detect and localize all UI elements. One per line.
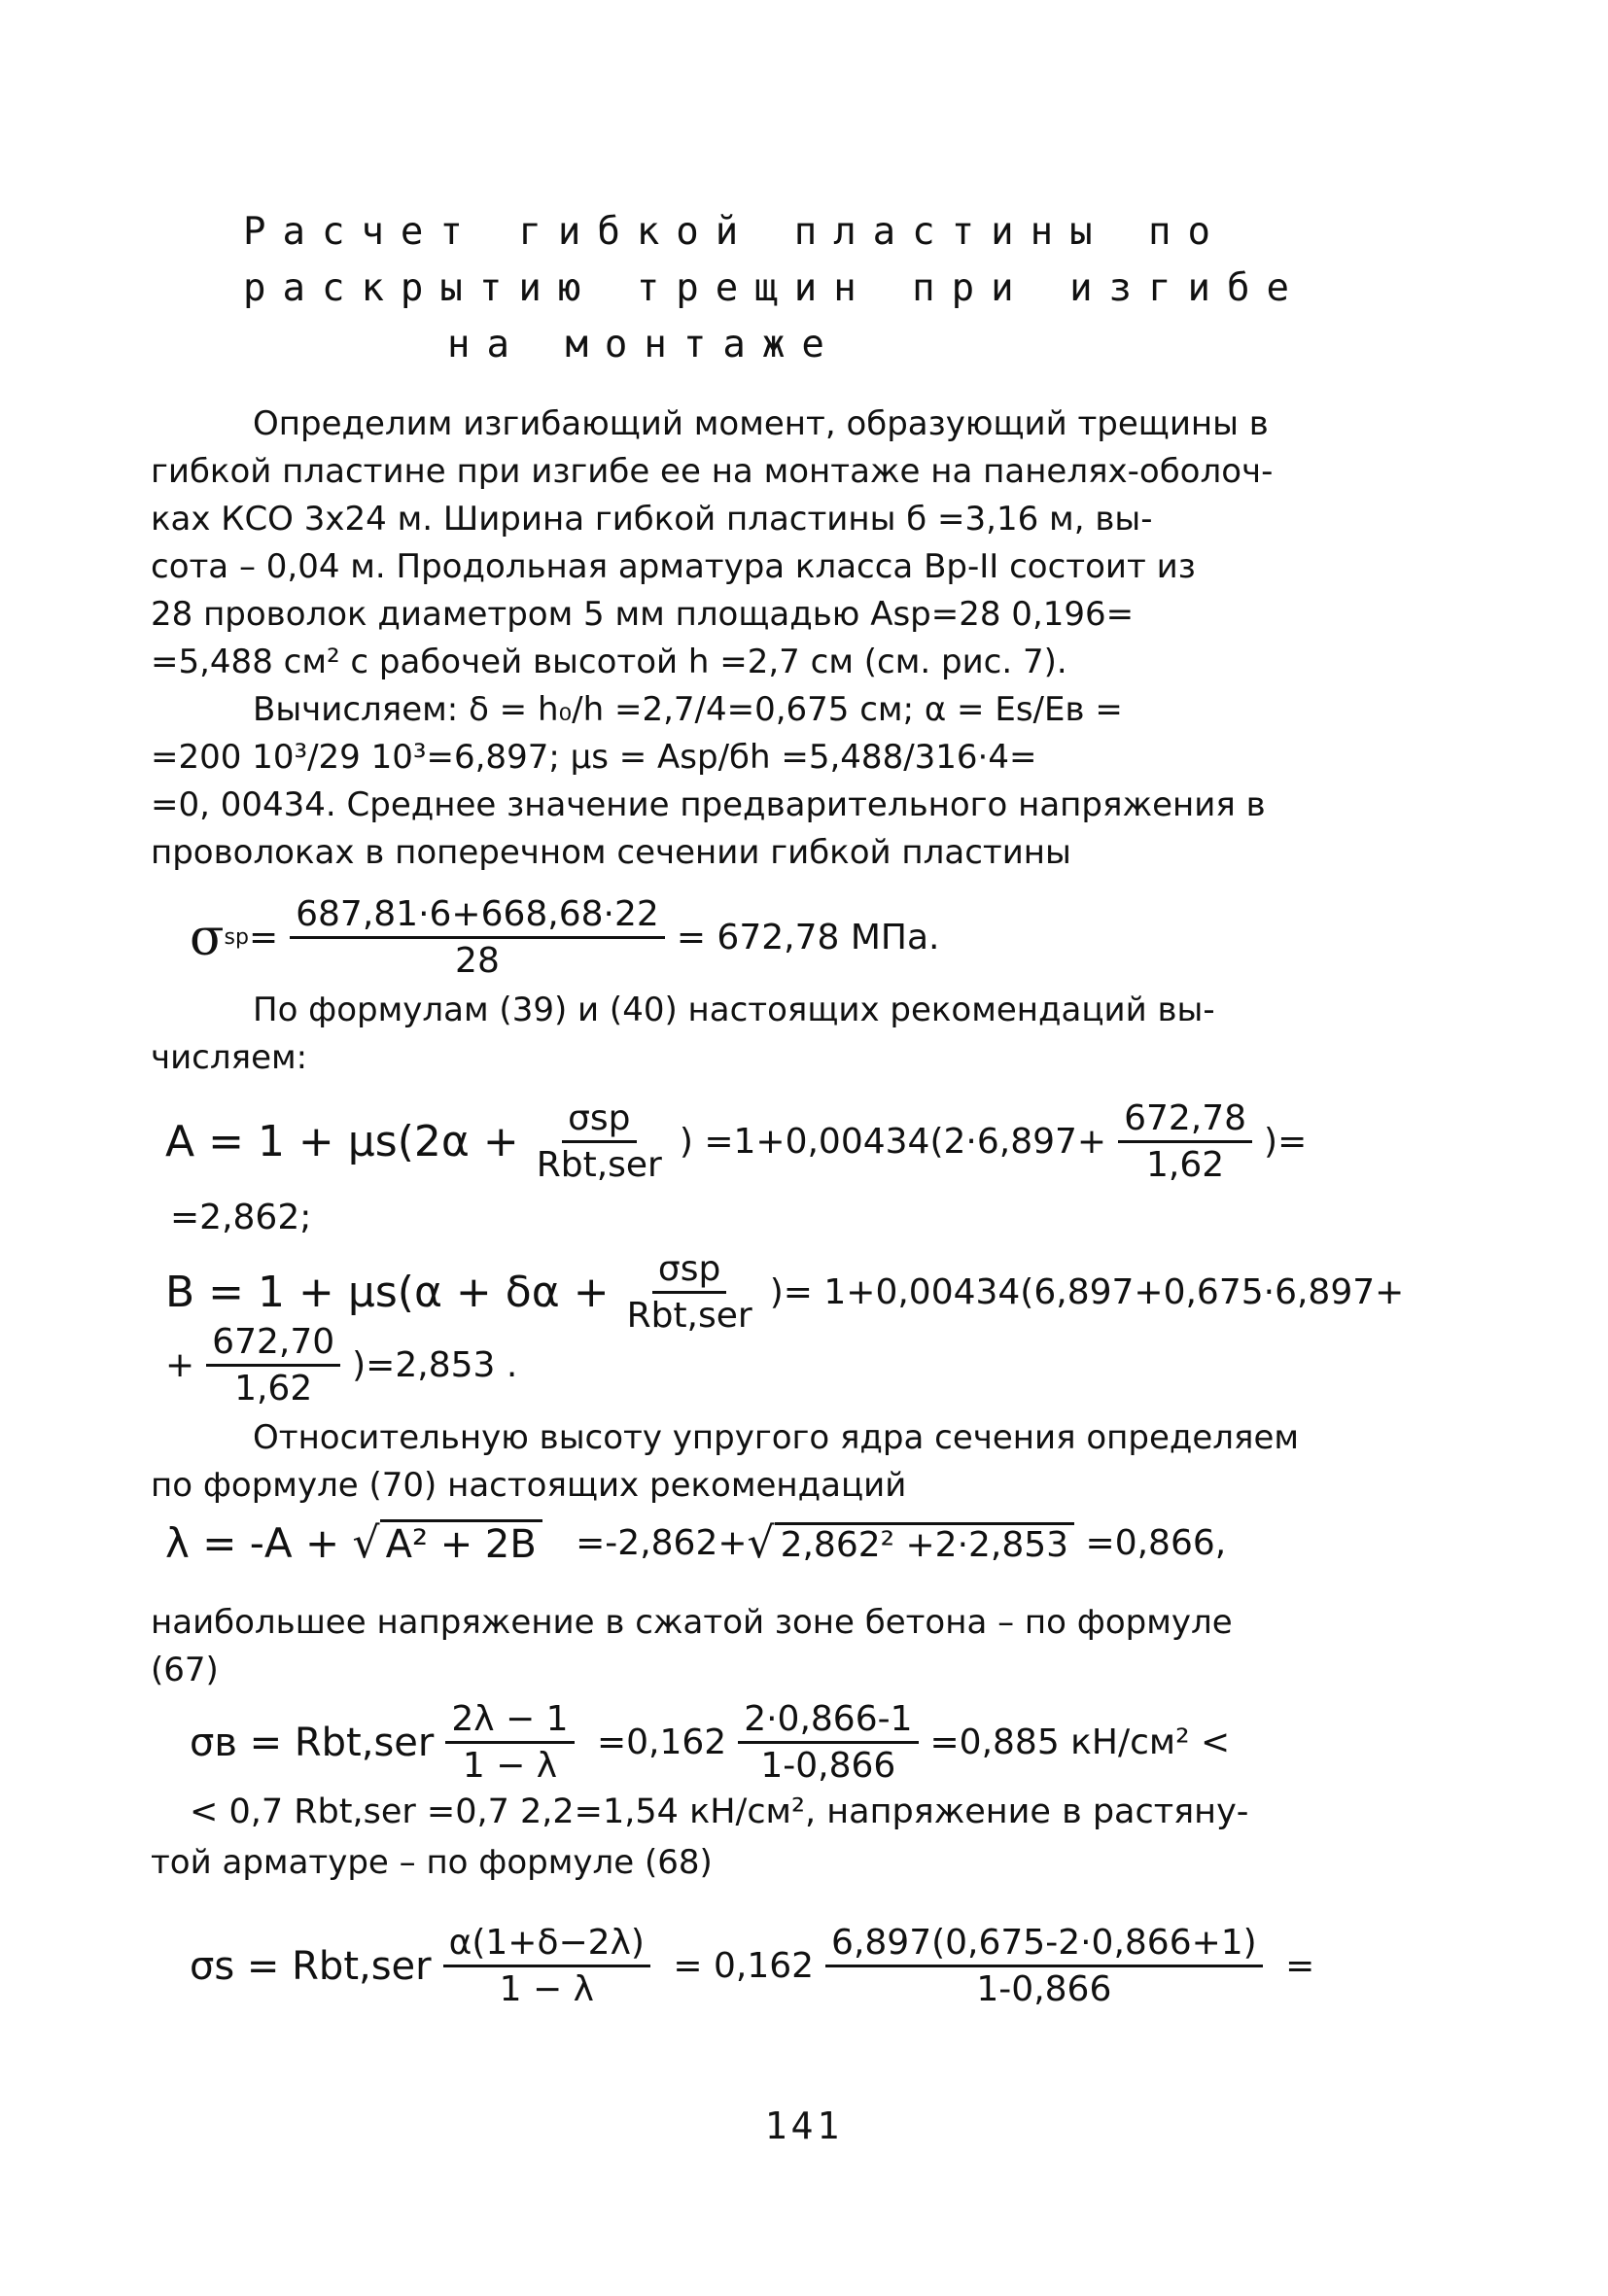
equals-sign: = xyxy=(248,918,279,957)
equation-middle: )= 1+0,00434(6,897+0,675·6,897+ xyxy=(769,1272,1405,1312)
paragraph-tension-rebar xyxy=(151,1839,1463,1887)
fraction-numerator: 672,70 xyxy=(206,1322,340,1367)
equation-middle: =0,162 xyxy=(585,1722,727,1762)
fraction xyxy=(445,1699,574,1786)
fraction xyxy=(738,1699,918,1786)
radicand: A² + 2B xyxy=(380,1519,542,1567)
equation-A-result xyxy=(170,1198,1483,1237)
text-line: 28 проволок диаметром 5 мм площадью Asp=28 0,196= xyxy=(151,595,1135,634)
fraction-denominator: 1 − λ xyxy=(499,1969,594,2009)
radicand: 2,862² +2·2,853 xyxy=(775,1522,1075,1565)
fraction-denominator: 1,62 xyxy=(1145,1145,1225,1185)
fraction-numerator: α(1+δ−2λ) xyxy=(443,1923,650,1967)
fraction xyxy=(1118,1098,1252,1185)
section-title xyxy=(243,204,1410,373)
fraction xyxy=(206,1322,340,1409)
paragraph-stress-compare xyxy=(190,1789,1502,1836)
fraction-numerator: σsp xyxy=(652,1249,726,1294)
equation-middle: = 0,162 xyxy=(661,1946,815,1986)
fraction xyxy=(443,1923,650,2009)
text-line: Относительную высоту упругого ядра сечения определяем xyxy=(253,1418,1300,1457)
paragraph-intro xyxy=(151,400,1463,686)
sigma-symbol: σ xyxy=(190,908,225,967)
equation-lambda xyxy=(165,1518,1478,1568)
equation-sigma-sp xyxy=(190,894,1502,981)
page-number: 141 xyxy=(764,2105,844,2147)
fraction-denominator: 1-0,866 xyxy=(760,1746,896,1786)
fraction-denominator: 28 xyxy=(455,941,500,981)
title-line-3: на монтаже xyxy=(447,323,841,366)
text-line: по формуле (70) настоящих рекомендаций xyxy=(151,1466,907,1505)
text-line: проволоках в поперечном сечении гибкой пластины xyxy=(151,833,1071,872)
text-line: (67) xyxy=(151,1651,219,1689)
equation-middle: =-2,862+ xyxy=(542,1523,748,1563)
fraction-denominator: Rbt,ser xyxy=(536,1145,662,1185)
equation-lhs: A = 1 + μs(2α + xyxy=(165,1117,519,1166)
fraction-numerator: σsp xyxy=(562,1098,636,1143)
text-line: ках КСО 3х24 м. Ширина гибкой пластины б =3,16 м, вы- xyxy=(151,500,1153,539)
text-line: По формулам (39) и (40) настоящих рекомендаций вы- xyxy=(253,991,1215,1029)
equation-sigma-b xyxy=(190,1699,1502,1786)
title-line-2: раскрытию трещин при изгибе xyxy=(243,266,1306,310)
fraction-numerator: 2λ − 1 xyxy=(445,1699,574,1744)
paragraph-formulas xyxy=(151,987,1463,1082)
equation-end: )= xyxy=(1264,1122,1308,1162)
fraction-numerator: 2·0,866-1 xyxy=(738,1699,918,1744)
fraction-denominator: Rbt,ser xyxy=(626,1296,752,1336)
equation-result: = 672,78 МПа. xyxy=(676,918,940,957)
text-line: < 0,7 Rbt,ser =0,7 2,2=1,54 кН/см², напряжение в растяну- xyxy=(190,1792,1249,1831)
paragraph-calc xyxy=(151,686,1463,877)
equation-lhs: σs = Rbt,ser xyxy=(190,1943,432,1989)
fraction-numerator: 672,78 xyxy=(1118,1098,1252,1143)
equation-lhs: λ = -A + xyxy=(165,1519,353,1567)
equation-result: =0,866, xyxy=(1074,1523,1227,1563)
equation-lhs: σв = Rbt,ser xyxy=(190,1720,435,1765)
sqrt-symbol: √ xyxy=(747,1518,775,1568)
text-line: =5,488 см² с рабочей высотой h =2,7 см (см. рис. 7). xyxy=(151,643,1067,681)
text-line: числяем: xyxy=(151,1038,308,1077)
equation-result: =2,862; xyxy=(170,1198,312,1237)
fraction-numerator: 6,897(0,675-2·0,866+1) xyxy=(825,1923,1263,1967)
fraction xyxy=(825,1923,1263,2009)
text-line: сота – 0,04 м. Продольная арматура класса Вр-II состоит из xyxy=(151,547,1196,586)
sqrt-symbol: √ xyxy=(352,1518,380,1568)
paragraph-elastic-core xyxy=(151,1414,1463,1510)
equation-middle: ) =1+0,00434(2·6,897+ xyxy=(679,1122,1107,1162)
fraction-denominator: 1,62 xyxy=(234,1369,313,1409)
equation-B-continued xyxy=(165,1322,1478,1409)
fraction xyxy=(290,894,665,981)
sigma-subscript: sp xyxy=(224,925,249,950)
title-line-1: Расчет гибкой пластины по xyxy=(243,210,1227,254)
text-line: Определим изгибающий момент, образующий трещины в xyxy=(253,404,1269,443)
equation-lhs: B = 1 + μs(α + δα + xyxy=(165,1268,610,1317)
text-line: =200 10³/29 10³=6,897; μs = Asp/бh =5,488/316·4= xyxy=(151,738,1037,777)
fraction-numerator: 687,81·6+668,68·22 xyxy=(290,894,665,939)
equation-result: =0,885 кН/см² < xyxy=(929,1722,1231,1762)
paragraph-max-stress xyxy=(151,1599,1463,1694)
equation-A xyxy=(165,1098,1478,1185)
fraction-denominator: 1-0,866 xyxy=(976,1969,1112,2009)
text-line: той арматуре – по формуле (68) xyxy=(151,1843,713,1882)
fraction-denominator: 1 − λ xyxy=(462,1746,558,1786)
text-line: =0, 00434. Среднее значение предварительного напряжения в xyxy=(151,785,1266,824)
text-line: наибольшее напряжение в сжатой зоне бетона – по формуле xyxy=(151,1603,1233,1642)
equation-end: = xyxy=(1274,1946,1315,1986)
fraction xyxy=(531,1098,668,1185)
equation-end: )=2,853 . xyxy=(352,1345,518,1385)
text-line: гибкой пластине при изгибе ее на монтаже на панелях-оболоч- xyxy=(151,452,1274,491)
equation-sigma-s xyxy=(190,1923,1502,2009)
plus-sign: + xyxy=(165,1345,195,1385)
text-line: Вычисляем: δ = h₀/h =2,7/4=0,675 см; α = Es/Eв = xyxy=(253,690,1123,729)
